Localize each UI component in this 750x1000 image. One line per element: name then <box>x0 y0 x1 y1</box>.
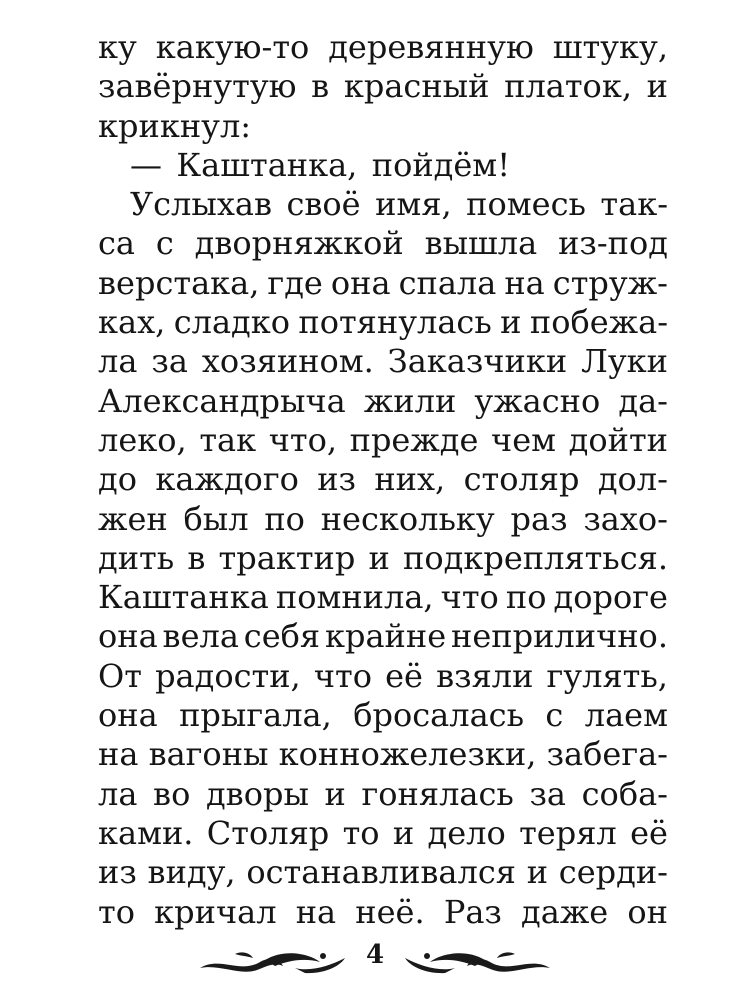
word: да- <box>618 381 668 420</box>
word: — <box>130 145 162 184</box>
word: Александрыча <box>98 381 346 420</box>
word: был <box>183 499 249 538</box>
text-line <box>98 342 668 381</box>
word: захо- <box>583 499 668 538</box>
word: радости, <box>155 656 301 695</box>
text-line <box>98 185 668 224</box>
word: жили <box>363 381 457 420</box>
word: жен <box>98 499 168 538</box>
word: на <box>295 892 337 931</box>
word: в <box>187 538 206 577</box>
word: пойдём! <box>371 145 511 184</box>
word: штуку, <box>552 28 668 66</box>
word: платок, <box>504 67 632 106</box>
word: что <box>440 578 499 617</box>
word: вагоны <box>148 735 269 774</box>
text-line <box>98 657 668 696</box>
word: так- <box>600 185 668 224</box>
word: так <box>199 420 257 459</box>
word: вышла <box>424 224 538 263</box>
word: с <box>155 224 174 263</box>
word: забега- <box>546 735 668 774</box>
page-number: 4 <box>365 940 385 970</box>
word: Каштанка <box>98 578 269 617</box>
word: ку <box>98 28 137 66</box>
word: останавливался <box>246 853 516 892</box>
word: ках, <box>98 303 166 342</box>
word: дол- <box>597 460 668 499</box>
word: что, <box>268 420 337 459</box>
word: От <box>98 656 142 695</box>
word: прыгала, <box>179 696 332 735</box>
word: леко, <box>98 420 187 459</box>
page-footer <box>195 940 555 980</box>
word: подкрепляться. <box>403 538 668 577</box>
word: неприлично. <box>451 617 668 656</box>
word: за <box>529 774 566 813</box>
ornament-flourish-icon <box>195 946 355 976</box>
word: и <box>500 303 522 342</box>
word: Заказчики <box>387 342 568 381</box>
word: своё <box>286 185 361 224</box>
word: терял <box>519 813 617 852</box>
word: конножелезки, <box>278 735 537 774</box>
word: из <box>317 460 356 499</box>
word: столяр <box>463 460 580 499</box>
word: на <box>98 735 139 774</box>
text-line <box>98 28 668 67</box>
word: на <box>504 263 545 302</box>
text-line <box>98 264 668 303</box>
word: Столяр <box>206 813 330 852</box>
text-line <box>98 67 668 106</box>
word: струж- <box>552 263 668 302</box>
word: она <box>330 263 391 302</box>
word: раз <box>510 499 568 538</box>
text-line <box>98 893 668 932</box>
text-line <box>98 303 668 342</box>
word: лаем <box>584 696 668 735</box>
word: и <box>392 813 415 852</box>
ornament-flourish-icon <box>395 946 555 976</box>
word: он <box>627 892 668 931</box>
word: она <box>98 617 158 656</box>
word: дело <box>427 813 506 852</box>
word: помнила, <box>275 578 434 617</box>
word: имя, <box>375 185 452 224</box>
word: са <box>98 224 135 263</box>
word: дойти <box>568 420 668 459</box>
word: потянулась <box>298 303 492 342</box>
word: Луки <box>581 342 668 381</box>
word: ла <box>98 774 138 813</box>
word: спала <box>398 263 497 302</box>
word: и <box>324 774 346 813</box>
word: что <box>313 656 372 695</box>
word: побежа- <box>529 303 668 342</box>
text-line <box>98 382 668 421</box>
word: каждого <box>155 460 299 499</box>
word: Раз <box>443 892 502 931</box>
word: даже <box>521 892 609 931</box>
word: дворняжкой <box>194 224 404 263</box>
text-line <box>98 421 668 460</box>
word: верстака, <box>98 263 260 302</box>
word: дить <box>98 538 175 577</box>
text-line <box>98 735 668 774</box>
word: дороге <box>553 578 668 617</box>
word: и <box>646 67 668 106</box>
word: с <box>545 696 564 735</box>
word: чем <box>491 420 557 459</box>
text-line <box>98 696 668 735</box>
word: красный <box>343 67 490 106</box>
word: ла <box>98 342 138 381</box>
word: по <box>505 578 547 617</box>
word: Услыхав <box>130 185 272 224</box>
text-line <box>98 107 668 146</box>
word: её <box>630 813 668 852</box>
word: ками. <box>98 813 194 852</box>
word: и <box>368 538 390 577</box>
body-text <box>98 28 668 932</box>
word: завёрнутую <box>98 67 297 106</box>
word: Каштанка, <box>176 145 358 184</box>
word: крикнул: <box>98 106 252 145</box>
word: её <box>385 656 423 695</box>
word: за <box>151 342 188 381</box>
word: нескольку <box>320 499 495 538</box>
word: вела <box>162 617 239 656</box>
text-line <box>98 460 668 499</box>
text-line <box>98 853 668 892</box>
word: где <box>267 263 323 302</box>
text-line <box>98 578 668 617</box>
text-line <box>98 617 668 656</box>
word: помесь <box>466 185 586 224</box>
word: в <box>311 67 330 106</box>
word: какую-то <box>155 28 310 66</box>
text-line <box>98 775 668 814</box>
text-line <box>98 814 668 853</box>
word: бросалась <box>353 696 524 735</box>
word: из <box>98 853 137 892</box>
word: она <box>98 696 158 735</box>
word: и <box>526 853 549 892</box>
text-line <box>98 224 668 263</box>
text-line <box>98 500 668 539</box>
word: прежде <box>349 420 479 459</box>
word: то <box>342 813 380 852</box>
word: взяли <box>436 656 534 695</box>
word: серди- <box>558 853 668 892</box>
word: деревянную <box>328 28 534 66</box>
word: крайне <box>324 617 447 656</box>
word: дворы <box>205 774 309 813</box>
word: трактир <box>218 538 356 577</box>
word: гулять, <box>546 656 668 695</box>
text-line <box>98 146 668 185</box>
word: виду, <box>147 853 236 892</box>
word: ужасно <box>474 381 601 420</box>
word: гонялась <box>361 774 514 813</box>
word: то <box>98 892 135 931</box>
word: неё. <box>355 892 425 931</box>
text-line <box>98 539 668 578</box>
word: сладко <box>173 303 290 342</box>
word: себя <box>243 617 321 656</box>
word: по <box>264 499 305 538</box>
word: хозяином. <box>201 342 374 381</box>
word: во <box>153 774 191 813</box>
word: кричал <box>154 892 277 931</box>
word: соба- <box>581 774 668 813</box>
word: них, <box>374 460 446 499</box>
word: из-под <box>558 224 668 263</box>
word: до <box>98 460 137 499</box>
